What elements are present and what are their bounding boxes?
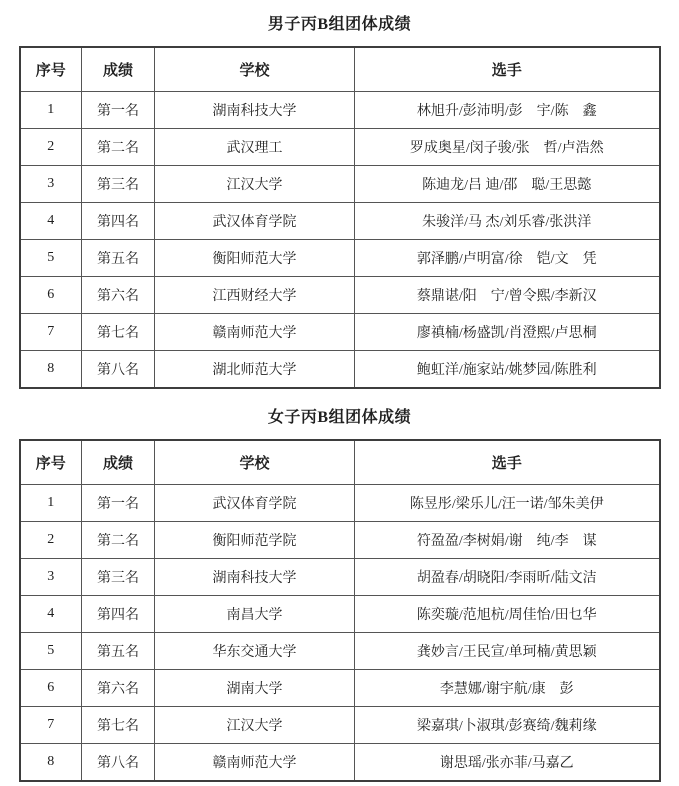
col-header-index: 序号 (20, 440, 82, 485)
cell-school: 江西财经大学 (155, 277, 355, 314)
men-table-body (20, 92, 660, 389)
cell-index: 1 (20, 485, 82, 522)
col-header-school: 学校 (155, 47, 355, 92)
cell-school: 湖南科技大学 (155, 92, 355, 129)
table-row (20, 351, 660, 389)
cell-school: 衡阳师范大学 (155, 240, 355, 277)
table-row (20, 670, 660, 707)
cell-school: 湖南科技大学 (155, 559, 355, 596)
men-team-results-table (19, 46, 661, 389)
cell-players: 陈迪龙/吕 迪/邵 聪/王思懿 (355, 166, 660, 203)
table-row (20, 596, 660, 633)
cell-players: 陈奕璇/范旭杭/周佳怡/田乜华 (355, 596, 660, 633)
cell-school: 武汉体育学院 (155, 485, 355, 522)
cell-school: 赣南师范大学 (155, 744, 355, 782)
cell-players: 鲍虹洋/施家站/姚梦园/陈胜利 (355, 351, 660, 389)
cell-index: 1 (20, 92, 82, 129)
col-header-players: 选手 (355, 440, 660, 485)
cell-rank: 第六名 (82, 277, 155, 314)
cell-rank: 第七名 (82, 314, 155, 351)
col-header-rank: 成绩 (82, 47, 155, 92)
table-row (20, 485, 660, 522)
table-row (20, 240, 660, 277)
cell-index: 3 (20, 166, 82, 203)
table-row (20, 129, 660, 166)
cell-index: 2 (20, 129, 82, 166)
cell-players: 郭泽鹏/卢明富/徐 铠/文 凭 (355, 240, 660, 277)
cell-index: 7 (20, 707, 82, 744)
cell-players: 蔡鼎谌/阳 宁/曾令熙/李新汉 (355, 277, 660, 314)
table-row (20, 166, 660, 203)
cell-players: 罗成奥星/闵子骏/张 哲/卢浩然 (355, 129, 660, 166)
cell-index: 3 (20, 559, 82, 596)
cell-rank: 第五名 (82, 633, 155, 670)
women-table-body (20, 485, 660, 782)
cell-rank: 第一名 (82, 485, 155, 522)
cell-rank: 第二名 (82, 129, 155, 166)
cell-school: 华东交通大学 (155, 633, 355, 670)
table-row (20, 92, 660, 129)
cell-school: 湖北师范大学 (155, 351, 355, 389)
cell-rank: 第八名 (82, 744, 155, 782)
cell-rank: 第四名 (82, 596, 155, 633)
cell-index: 4 (20, 203, 82, 240)
cell-rank: 第五名 (82, 240, 155, 277)
cell-school: 赣南师范大学 (155, 314, 355, 351)
header-row (20, 440, 660, 485)
table-row (20, 707, 660, 744)
cell-index: 5 (20, 633, 82, 670)
cell-players: 廖禛楠/杨盛凯/肖澄熙/卢思桐 (355, 314, 660, 351)
cell-index: 2 (20, 522, 82, 559)
cell-index: 6 (20, 670, 82, 707)
cell-index: 8 (20, 351, 82, 389)
col-header-rank: 成绩 (82, 440, 155, 485)
cell-players: 李慧娜/谢宇航/康 彭 (355, 670, 660, 707)
cell-school: 江汉大学 (155, 166, 355, 203)
table-row (20, 559, 660, 596)
col-header-players: 选手 (355, 47, 660, 92)
cell-index: 7 (20, 314, 82, 351)
cell-players: 谢思瑶/张亦菲/马嘉乙 (355, 744, 660, 782)
women-team-results-table (19, 439, 661, 782)
cell-players: 梁嘉琪/卜淑琪/彭赛绮/魏莉缘 (355, 707, 660, 744)
cell-rank: 第二名 (82, 522, 155, 559)
cell-players: 龚妙言/王民宣/单珂楠/黄思颖 (355, 633, 660, 670)
cell-players: 陈昱彤/梁乐儿/汪一诺/邹朱美伊 (355, 485, 660, 522)
cell-players: 符盈盈/李树娟/谢 纯/李 谋 (355, 522, 660, 559)
cell-rank: 第七名 (82, 707, 155, 744)
table-row (20, 203, 660, 240)
cell-school: 衡阳师范学院 (155, 522, 355, 559)
table-row (20, 314, 660, 351)
cell-school: 武汉理工 (155, 129, 355, 166)
header-row (20, 47, 660, 92)
cell-school: 南昌大学 (155, 596, 355, 633)
table-row (20, 744, 660, 782)
cell-players: 朱骏洋/马 杰/刘乐睿/张洪洋 (355, 203, 660, 240)
cell-school: 江汉大学 (155, 707, 355, 744)
cell-index: 4 (20, 596, 82, 633)
table-row (20, 522, 660, 559)
col-header-school: 学校 (155, 440, 355, 485)
cell-rank: 第六名 (82, 670, 155, 707)
cell-rank: 第八名 (82, 351, 155, 389)
table-row (20, 633, 660, 670)
cell-index: 5 (20, 240, 82, 277)
table-title-women: 女子丙B组团体成绩 (267, 409, 412, 426)
cell-rank: 第四名 (82, 203, 155, 240)
cell-school: 湖南大学 (155, 670, 355, 707)
cell-rank: 第三名 (82, 559, 155, 596)
cell-index: 6 (20, 277, 82, 314)
table-row (20, 277, 660, 314)
cell-school: 武汉体育学院 (155, 203, 355, 240)
table-title-men: 男子丙B组团体成绩 (267, 16, 412, 33)
cell-index: 8 (20, 744, 82, 782)
col-header-index: 序号 (20, 47, 82, 92)
cell-rank: 第三名 (82, 166, 155, 203)
cell-rank: 第一名 (82, 92, 155, 129)
cell-players: 林旭升/彭沛明/彭 宇/陈 鑫 (355, 92, 660, 129)
cell-players: 胡盈春/胡晓阳/李雨昕/陆文洁 (355, 559, 660, 596)
